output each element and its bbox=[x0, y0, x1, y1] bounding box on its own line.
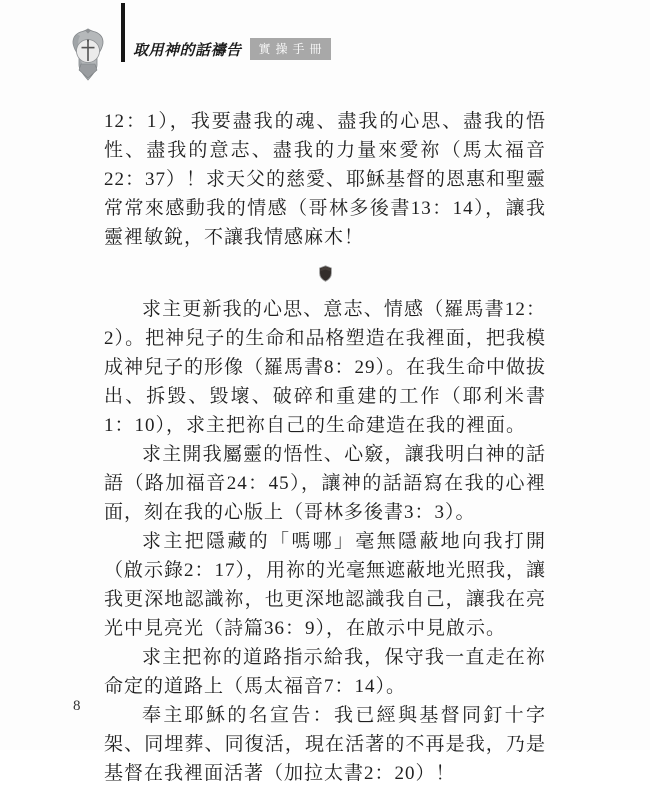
section-divider bbox=[104, 252, 546, 295]
page-number: 8 bbox=[73, 698, 81, 714]
header-divider-bar bbox=[121, 3, 125, 62]
body-paragraph: 求主把隱藏的「嗎哪」毫無隱蔽地向我打開（啟示錄2：17），用祢的光毫無遮蔽地光照我，讓我更深地認識祢，也更深地認識我自己，讓我在亮光中見亮光（詩篇36：9），在啟示中見啟示。 bbox=[104, 531, 547, 639]
manual-badge: 實操手冊 bbox=[250, 38, 331, 60]
body-text bbox=[104, 107, 546, 788]
body-paragraph: 12：1），我要盡我的魂、盡我的心思、盡我的悟性、盡我的意志、盡我的力量來愛祢（馬太福音22：37）！求天父的慈愛、耶穌基督的恩惠和聖靈常常來感動我的情感（哥林多後書13：14），讓我靈裡敏銳，不讓我情感麻木！ bbox=[104, 111, 547, 248]
body-paragraph: 求主把祢的道路指示給我，保守我一直走在祢命定的道路上（馬太福音7：14）。 bbox=[104, 647, 546, 697]
header bbox=[133, 38, 331, 60]
body-paragraph: 奉主耶穌的名宣告：我已經與基督同釘十字架、同埋葬、同復活，現在活著的不再是我，乃是基督在我裡面活著（加拉太書2：20）！ bbox=[104, 705, 546, 784]
body-paragraph: 求主開我屬靈的悟性、心竅，讓我明白神的話語（路加福音24：45），讓神的話語寫在我的心裡面，刻在我的心版上（哥林多後書3：3）。 bbox=[104, 444, 546, 523]
shield-cross-emblem-icon bbox=[68, 28, 108, 81]
book-title: 取用神的話禱告 bbox=[133, 42, 242, 59]
body-paragraph: 求主更新我的心思、意志、情感（羅馬書12：2）。把神兒子的生命和品格塑造在我裡面，把我模成神兒子的形像（羅馬書8：29）。在我生命中做拔出、拆毀、毀壞、破碎和重建的工作（耶利米書1：10），求主把祢自己的生命建造在我的裡面。 bbox=[104, 299, 547, 436]
shield-divider-icon bbox=[319, 265, 332, 282]
